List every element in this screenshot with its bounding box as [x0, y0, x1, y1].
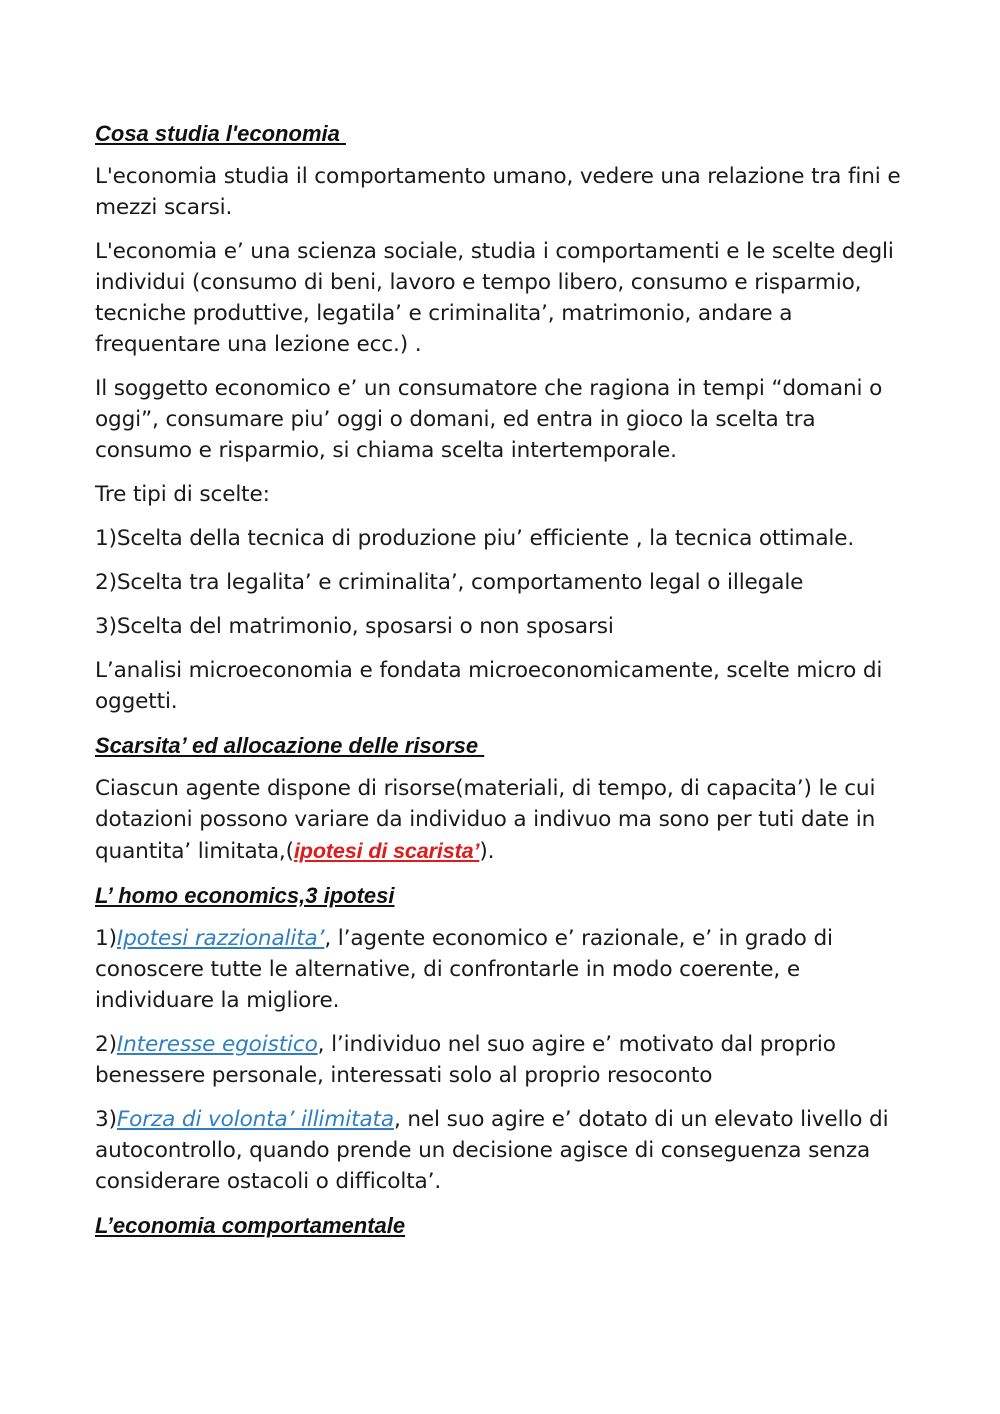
link-forza-volonta[interactable]: Forza di volonta’ illimitata: [116, 1107, 394, 1132]
list-item: [95, 1104, 905, 1197]
paragraph-end: ).: [479, 839, 495, 864]
paragraph: L'economia e’ una scienza sociale, studia i comportamenti e le scelte degli individui (consumo di beni, lavoro e tempo libero, consumo e risparmio, tecniche produttive, legatila’ e criminalita’, matrimonio, andare a frequentare una lezione ecc.) .: [95, 239, 894, 357]
item-text: , nel suo agire e’ dotato di un elevato livello di autocontrollo, quando prende un decisione agisce di conseguenza senza considerare ostacoli o difficolta’.: [95, 1107, 889, 1194]
link-ipotesi-razionalita[interactable]: Ipotesi razzionalita’: [116, 926, 325, 951]
document-page: [95, 118, 905, 1253]
list-item: [95, 923, 905, 1016]
list-item: 1)Scelta della tecnica di produzione piu’ efficiente , la tecnica ottimale.: [95, 526, 855, 551]
item-text: , l’individuo nel suo agire e’ motivato dal proprio benessere personale, interessati solo al proprio resoconto: [95, 1032, 836, 1088]
heading-homo-economicus: L’ homo economics,3 ipotesi: [95, 883, 395, 908]
list-item: 3)Scelta del matrimonio, sposarsi o non sposarsi: [95, 614, 614, 639]
paragraph: L’analisi microeconomia e fondata microeconomicamente, scelte micro di oggetti.: [95, 658, 883, 714]
paragraph: [95, 773, 905, 867]
highlight-ipotesi-scarsita: ipotesi di scarista’: [293, 838, 480, 863]
list-item: [95, 1029, 905, 1091]
paragraph: Tre tipi di scelte:: [95, 482, 270, 507]
heading-scarsita: Scarsita’ ed allocazione delle risorse: [95, 733, 485, 758]
paragraph-text: Ciascun agente dispone di risorse(materiali, di tempo, di capacita’) le cui dotazioni possono variare da individuo a indivuo ma sono per tuti date in quantita’ limitata,(: [95, 776, 876, 864]
link-interesse-egoistico[interactable]: Interesse egoistico: [116, 1032, 318, 1057]
heading-cosa-studia: Cosa studia l'economia: [95, 121, 346, 146]
item-prefix: 3): [95, 1107, 117, 1132]
heading-economia-comportamentale: L’economia comportamentale: [95, 1213, 406, 1238]
item-text: , l’agente economico e’ razionale, e’ in grado di conoscere tutte le alternative, di confrontarle in modo coerente, e individuare la migliore.: [95, 926, 833, 1013]
paragraph: L'economia studia il comportamento umano, vedere una relazione tra fini e mezzi scarsi.: [95, 164, 901, 220]
item-prefix: 1): [95, 926, 117, 951]
paragraph: Il soggetto economico e’ un consumatore che ragiona in tempi “domani o oggi”, consumare piu’ oggi o domani, ed entra in gioco la scelta tra consumo e risparmio, si chiama scelta intertemporale.: [95, 376, 883, 463]
item-prefix: 2): [95, 1032, 117, 1057]
list-item: 2)Scelta tra legalita’ e criminalita’, comportamento legal o illegale: [95, 570, 804, 595]
